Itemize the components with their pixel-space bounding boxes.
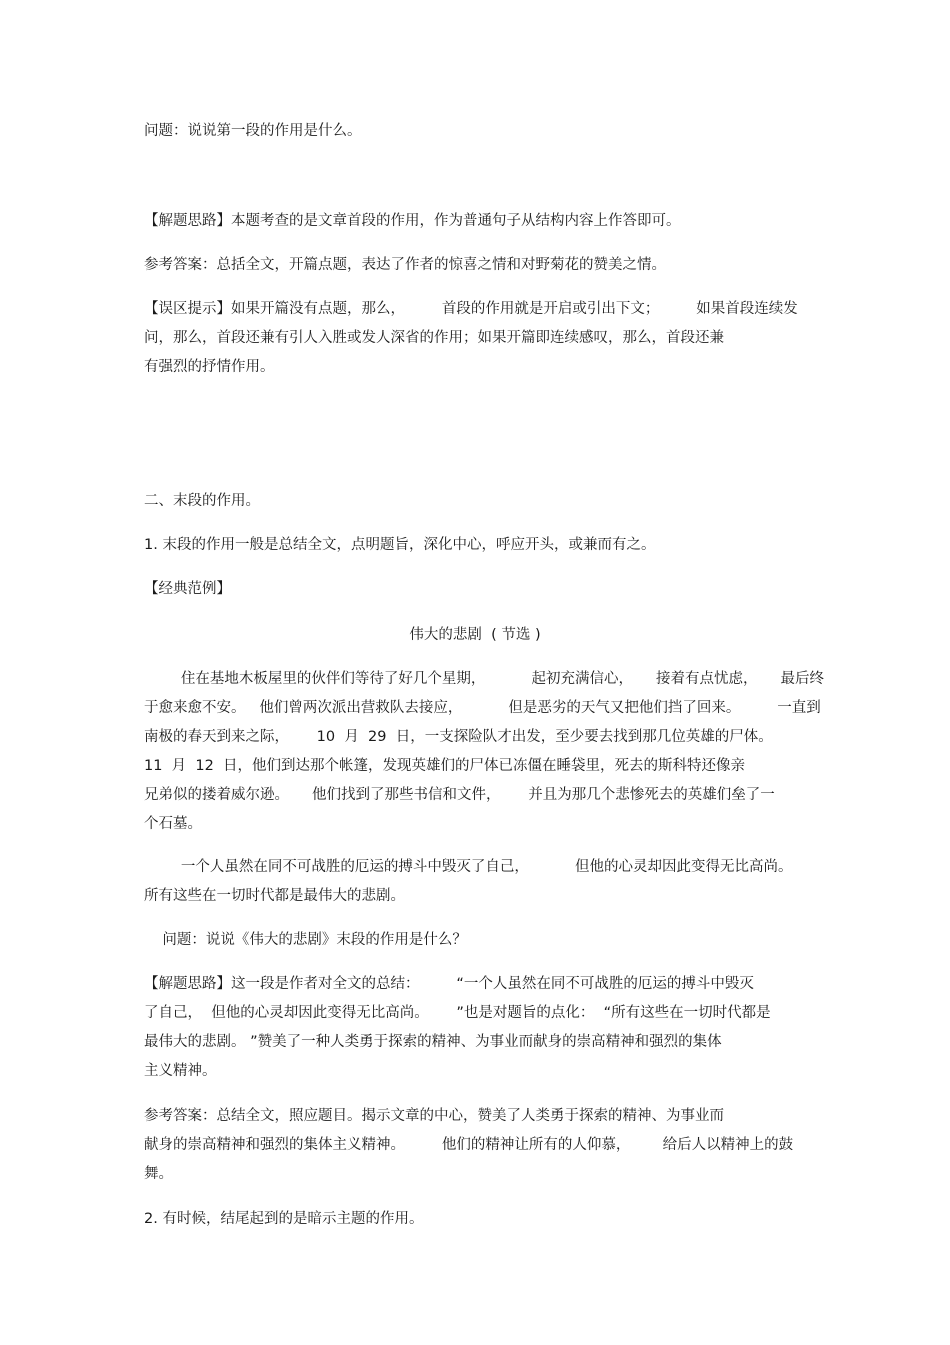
excerpt-paragraph-1-line: 兄弟似的搂着威尔逊。 他们找到了那些书信和文件， 并且为那几个悲惨死去的英雄们垒了一 xyxy=(144,787,775,803)
excerpt-paragraph-2-line: 一个人虽然在同不可战胜的厄运的搏斗中毁灭了自己， 但他的心灵却因此变得无比高尚。 xyxy=(144,859,793,875)
reference-answer-2-line: 献身的崇高精神和强烈的集体主义精神。 他们的精神让所有的人仰慕， 给后人以精神上的鼓 xyxy=(144,1137,794,1153)
analysis-1: 【解题思路】本题考查的是文章首段的作用，作为普通句子从结构内容上作答即可。 xyxy=(144,213,681,229)
analysis-2-line: 【解题思路】这一段是作者对全文的总结： “一个人虽然在同不可战胜的厄运的搏斗中毁灭 xyxy=(144,976,754,992)
excerpt-paragraph-1-line: 南极的春天到来之际， 10 月 29 日，一支探险队才出发，至少要去找到那几位英雄的尸体。 xyxy=(144,729,773,745)
mistake-tip-line: 问，那么，首段还兼有引人入胜或发人深省的作用；如果开篇即连续感叹，那么，首段还兼 xyxy=(144,330,724,346)
example-label: 【经典范例】 xyxy=(144,581,231,597)
point-2: 2. 有时候，结尾起到的是暗示主题的作用。 xyxy=(144,1211,424,1227)
excerpt-paragraph-1-line: 个石墓。 xyxy=(144,816,202,832)
reference-answer-2-line: 舞。 xyxy=(144,1166,173,1182)
reference-answer-2-line: 参考答案：总结全文，照应题目。揭示文章的中心，赞美了人类勇于探索的精神、为事业而 xyxy=(144,1108,724,1124)
excerpt-paragraph-1-line: 住在基地木板屋里的伙伴们等待了好几个星期， 起初充满信心， 接着有点忧虑， 最后终 xyxy=(144,671,825,687)
analysis-2-line: 主义精神。 xyxy=(144,1063,217,1079)
point-1: 1. 末段的作用一般是总结全文，点明题旨，深化中心，呼应开头，或兼而有之。 xyxy=(144,537,656,553)
analysis-2-line: 最伟大的悲剧。 ”赞美了一种人类勇于探索的精神、为事业而献身的崇高精神和强烈的集体 xyxy=(144,1034,722,1050)
excerpt-paragraph-2-line: 所有这些在一切时代都是最伟大的悲剧。 xyxy=(144,888,405,904)
excerpt-paragraph-1-line: 11 月 12 日，他们到达那个帐篷，发现英雄们的尸体已冻僵在睡袋里，死去的斯科特还像亲 xyxy=(144,758,746,774)
question-1: 问题：说说第一段的作用是什么。 xyxy=(144,123,362,139)
analysis-2-line: 了自己， 但他的心灵却因此变得无比高尚。 ”也是对题旨的点化： “所有这些在一切时代都是 xyxy=(144,1005,771,1021)
section-2-heading: 二、末段的作用。 xyxy=(144,493,260,509)
mistake-tip-line: 【误区提示】如果开篇没有点题，那么， 首段的作用就是开启或引出下文； 如果首段连续发 xyxy=(144,301,798,317)
excerpt-paragraph-1-line: 于愈来愈不安。 他们曾两次派出营救队去接应， 但是恶劣的天气又把他们挡了回来。 一直到 xyxy=(144,700,821,716)
reference-answer-1: 参考答案：总括全文，开篇点题，表达了作者的惊喜之情和对野菊花的赞美之情。 xyxy=(144,257,666,273)
mistake-tip-line: 有强烈的抒情作用。 xyxy=(144,359,275,375)
excerpt-title: 伟大的悲剧 ( 节选 ) xyxy=(409,627,541,643)
question-2: 问题：说说《伟大的悲剧》末段的作用是什么？ xyxy=(144,932,467,948)
